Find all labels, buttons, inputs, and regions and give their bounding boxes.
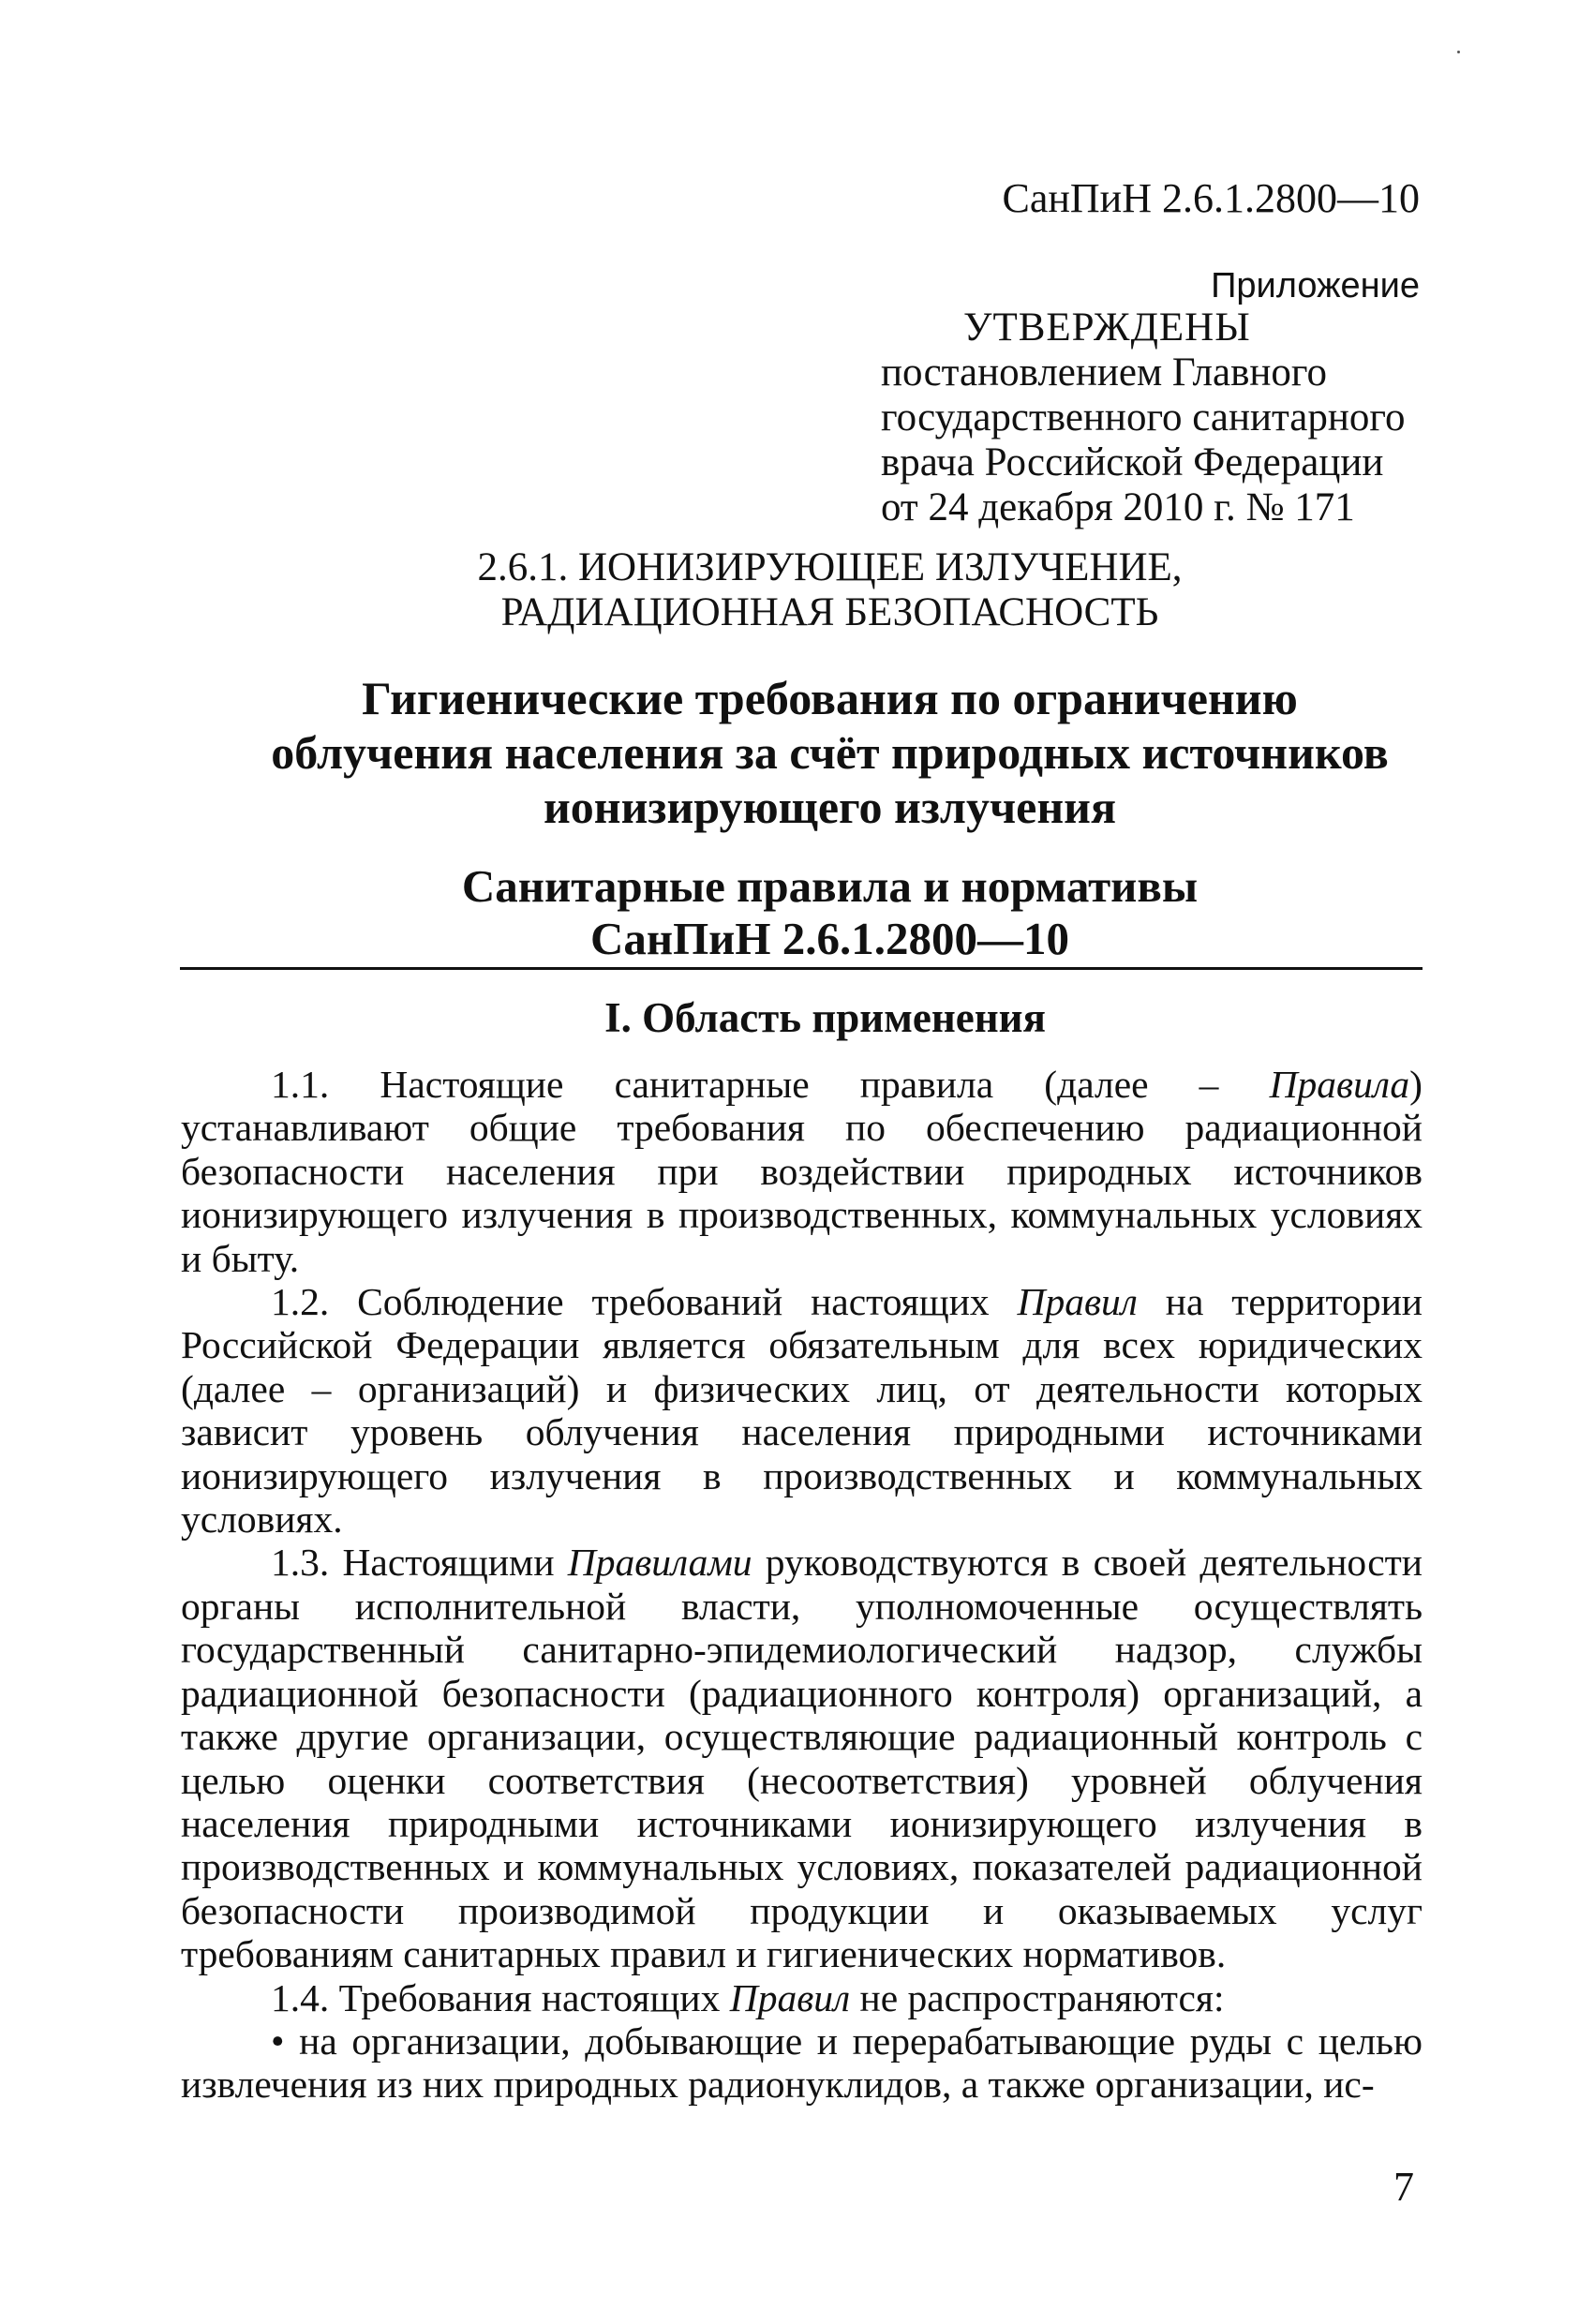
appendix-label: Приложение — [1211, 266, 1420, 305]
page-number: 7 — [1393, 2164, 1414, 2210]
paragraph-emphasis: Правила — [1269, 1063, 1410, 1106]
paragraph-emphasis: Правилами — [567, 1541, 752, 1585]
paragraph-text: ) устанавливают общие требования по обеспечению радиационной безопасности населения при воздействии природных источников ионизирующего излучения в производственных, коммунальных условиях и быту. — [181, 1063, 1423, 1280]
paragraph-text: на территории Российской Федерации является обязательным для всех юридических (далее – организаций) и физических лиц, от деятельности которых зависит уровень облучения населения природными источниками ионизирующего излучения в производственных и коммунальных условиях. — [181, 1280, 1423, 1542]
paragraph-1-4 — [181, 1976, 1423, 2019]
document-code-header: СанПиН 2.6.1.2800—10 — [1002, 175, 1420, 221]
paragraph-text: 1.2. Соблюдение требований настоящих — [271, 1280, 1018, 1324]
title-line: ионизирующего излучения — [543, 781, 1117, 833]
bullet-item: • на организации, добывающие и перерабатывающие руды с целью извлечения из них природных радионуклидов, а также организации, ис- — [181, 2019, 1423, 2107]
section-heading — [0, 545, 1594, 635]
document-title — [0, 671, 1594, 834]
paragraph-text: руководствуются в своей деятельности органы исполнительной власти, уполномоченные осуществлять государственный санитарно-эпидемиологический надзор, службы радиационной безопасности (радиационного контроля) организаций, а также другие организации, осуществляющие радиационный контроль с целью оценки соответствия (несоответствия) уровней облучения населения природными источниками ионизирующего излучения в производственных и коммунальных условиях, показателей радиационной безопасности производимой продукции и оказываемых услуг требованиям санитарных правил и гигиенических нормативов. — [181, 1541, 1423, 1976]
section-heading-line: 2.6.1. ИОНИЗИРУЮЩЕЕ ИЗЛУЧЕНИЕ, — [477, 545, 1183, 589]
paragraph-emphasis: Правил — [1017, 1280, 1138, 1324]
paragraph-text: 1.3. Настоящими — [271, 1541, 568, 1585]
scan-artifact — [1457, 51, 1460, 53]
paragraph-text: 1.4. Требования настоящих — [271, 1975, 730, 2019]
approval-line: государственного санитарного — [881, 395, 1406, 439]
paragraph-text: не распространяются: — [850, 1975, 1225, 2019]
body-text — [181, 1063, 1423, 2107]
approval-title: УТВЕРЖДЕНЫ — [963, 305, 1251, 350]
chapter-heading: I. Область применения — [604, 994, 1046, 1041]
rules-subtitle — [0, 860, 1594, 965]
approval-line: врача Российской Федерации — [881, 440, 1384, 484]
rules-subtitle-line: СанПиН 2.6.1.2800—10 — [589, 913, 1070, 964]
approval-line: постановлением Главного — [881, 350, 1327, 395]
title-line: Гигиенические требования по ограничению — [362, 672, 1298, 724]
paragraph-emphasis: Правил — [729, 1975, 851, 2019]
title-line: облучения населения за счёт природных источников — [271, 726, 1389, 779]
paragraph-text: 1.1. Настоящие санитарные правила (далее – — [271, 1063, 1270, 1106]
section-heading-line: РАДИАЦИОННАЯ БЕЗОПАСНОСТЬ — [500, 590, 1159, 634]
horizontal-divider — [180, 967, 1423, 970]
approval-line: от 24 декабря 2010 г. № 171 — [881, 485, 1355, 529]
paragraph-1-1 — [181, 1063, 1423, 1280]
approval-block — [881, 305, 1405, 530]
rules-subtitle-line: Санитарные правила и нормативы — [461, 860, 1199, 912]
paragraph-1-2 — [181, 1280, 1423, 1541]
paragraph-1-3 — [181, 1541, 1423, 1975]
